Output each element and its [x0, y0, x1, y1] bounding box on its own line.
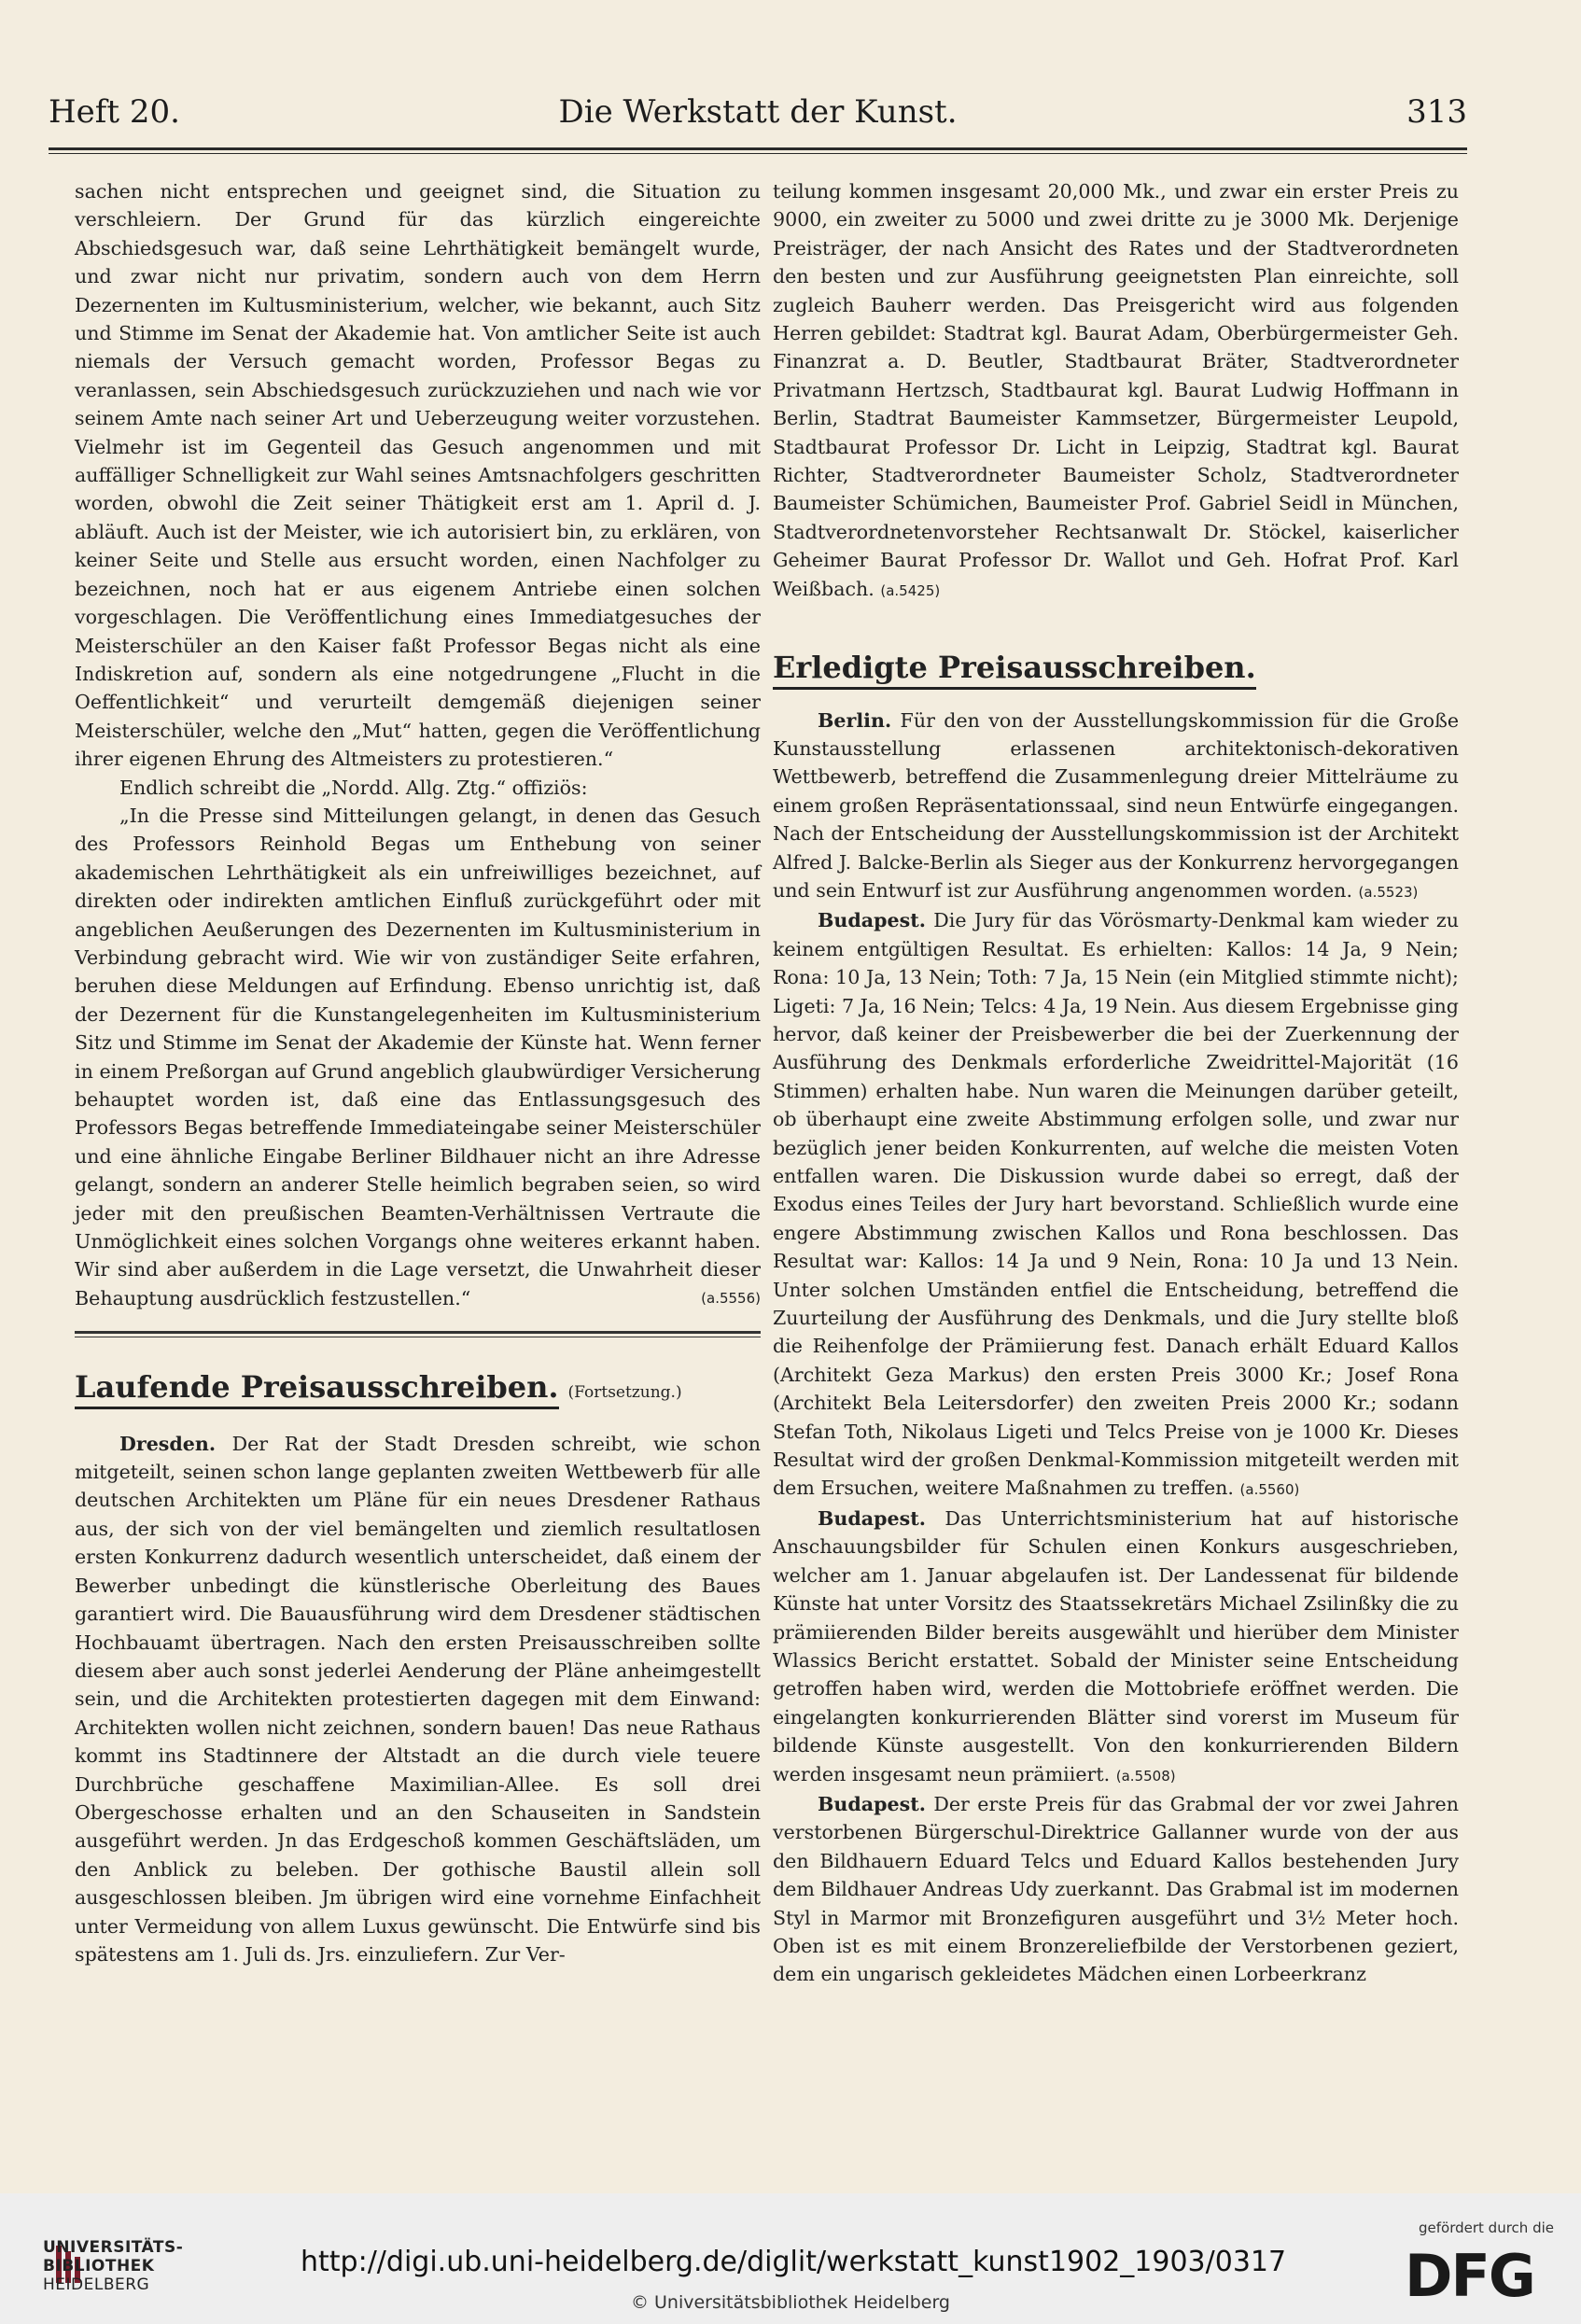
copyright-notice: © Universitätsbibliothek Heidelberg	[630, 2292, 950, 2313]
header-rule	[49, 147, 1467, 150]
entry-place: Budapest.	[818, 1506, 926, 1530]
entry-text: Der Rat der Stadt Dresden schreibt, wie schon mitgeteilt, seinen schon lange geplanten zweiten Wettbewerb für alle deutschen Architekten um Pläne für ein neues Dresdener Rathaus aus, der sich von der viel bemängelten und ziemlich resultatlosen ersten Konkurrenz dadurch wesentlich unterscheidet, daß einem der Bewerber unbedingt die künstlerische Oberleitung des Baues garantiert wird. Die Bauausführung wird dem Dresdener städtischen Hochbauamt übertragen. Nach den ersten Preisausschreiben sollte diesem aber auch sonst jederlei Aenderung der Pläne anheimgestellt sein, und die Architekten protestierten dagegen mit dem Einwand: Architekten wollen nicht zeichnen, sondern bauen! Das neue Rathaus kommt ins Stadtinnere der Altstadt an die durch viele teuere Durchbrüche geschaffene Maximilian-Allee. Es soll drei Obergeschosse erhalten und an den Schauseiten in Sandstein ausgeführt werden. Jn das Erdgeschoß kommen Geschäftsläden, um den Anblick zu beleben. Der gothische Baustil allein soll ausgeschlossen bleiben. Jm übrigen wird eine vornehme Einfachheit unter Vermeidung von allem Luxus gewünscht. Die Entwürfe sind bis spätestens am 1. Juli ds. Jrs. einzuliefern. Zur Ver-	[75, 1432, 761, 1966]
section-heading-erledigte	[773, 650, 1459, 686]
page-number: 313	[1406, 93, 1467, 131]
library-name	[43, 2238, 183, 2294]
library-name-line: UNIVERSITÄTS-	[43, 2238, 184, 2257]
permalink-url[interactable]: http://digi.ub.uni-heidelberg.de/diglit/werkstatt_kunst1902_1903/0317	[301, 2246, 1287, 2278]
entry-place: Dresden.	[119, 1432, 217, 1455]
reference-code: (a.5556)	[701, 1289, 761, 1307]
viewer-footer	[0, 2193, 1581, 2324]
header-rule-thin	[49, 153, 1467, 154]
funding-label: gefördert durch die	[1419, 2219, 1554, 2236]
entry-place: Budapest.	[818, 1792, 926, 1815]
entry-text: Für den von der Ausstellungskommission für die Große Kunstausstellung erlassenen architektonisch-dekorativen Wettbewerb, betreffend die Zusammenlegung dreier Mittelräume zu einem großen Repräsentationssaal, sind neun Entwürfe eingegangen. Nach der Entscheidung der Ausstellungskommission ist der Architekt Alfred J. Balcke-Berlin als Sieger aus der Konkurrenz hervorgegangen und sein Entwurf ist zur Ausführung angenommen worden.	[773, 708, 1460, 902]
continuation-text: teilung kommen insgesamt 20,000 Mk., und zwar ein erster Preis zu 9000, ein zweiter zu 5000 und zwei dritte zu je 3000 Mk. Derjenige Preisträger, der nach Ansicht des Rates und der Stadtverordneten den besten und zur Ausführung geeignetsten Plan einreichte, soll zugleich Bauherr werden. Das Preisgericht wird aus folgenden Herren gebildet: Stadtrat kgl. Baurat Adam, Oberbürgermeister Geh. Finanzrat a. D. Beutler, Stadtbaurat Bräter, Stadtverordneter Privatmann Hertzsch, Stadtbaurat kgl. Baurat Ludwig Hoffmann in Berlin, Stadtrat Baumeister Kammsetzer, Bürgermeister Leupold, Stadtbaurat Professor Dr. Licht in Leipzig, Stadtrat kgl. Baurat Richter, Stadtverordneter Baumeister Scholz, Stadtverordneter Baumeister Schümichen, Baumeister Prof. Gabriel Seidl in München, Stadtverordnetenvorsteher Rechtsanwalt Dr. Stöckel, kaiserlicher Geheimer Baurat Professor Dr. Wallot und Geh. Hofrat Prof. Karl Weißbach.	[773, 180, 1459, 600]
paragraph-begas-continued: sachen nicht entsprechen und geeignet sind, die Situation zu verschleiern. Der Grund für das kürzlich eingereichte Abschiedsgesuch war, daß seine Lehrthätigkeit bemängelt wurde, und zwar nicht nur privatim, sondern auch von dem Herrn Dezernenten im Kultusministerium, welcher, wie bekannt, auch Sitz und Stimme im Senat der Akademie hat. Von amtlicher Seite ist auch niemals der Versuch gemacht worden, Professor Begas zu veranlassen, sein Abschiedsgesuch zurückzuziehen und nach wie vor seinem Amte nach seiner Art und Ueberzeugung weiter vorzustehen. Vielmehr ist im Gegenteil das Gesuch angenommen und mit auffälliger Schnelligkeit zur Wahl seines Amtsnachfolgers geschritten worden, obwohl die Zeit seiner Thätigkeit erst am 1. April d. J. abläuft. Auch ist der Meister, wie ich autorisiert bin, zu erklären, von keiner Seite und Stelle aus ersucht worden, einen Nachfolger zu bezeichnen, noch hat er aus eigenem Antriebe einen solchen vorgeschlagen. Die Veröffentlichung eines Immediatgesuches der Meisterschüler an den Kaiser faßt Professor Begas nicht als eine Indiskretion auf, sondern als eine notgedrungene „Flucht in die Oeffentlichkeit“ und verurteilt demgemäß diejenigen seiner Meisterschüler, welche den „Mut“ hatten, gegen die Veröffentlichung ihrer eigenen Ehrung des Altmeisters zu protestieren.“	[75, 180, 761, 771]
right-column	[773, 177, 1459, 1989]
reference-code: (a.5560)	[1239, 1481, 1300, 1499]
journal-title: Die Werkstatt der Kunst.	[558, 93, 958, 131]
paragraph-dresden-continued	[773, 177, 1459, 605]
running-head	[49, 93, 1467, 142]
entry-text: Die Jury für das Vörösmarty-Denkmal kam wieder zu keinem entgültigen Resultat. Es erhielten: Kallos: 14 Ja, 9 Nein; Rona: 10 Ja, 13 Nein; Toth: 7 Ja, 15 Nein (ein Mitglied stimmte nicht); Ligeti: 7 Ja, 16 Nein; Telcs: 4 Ja, 19 Nein. Aus diesem Ergebnisse ging hervor, daß keiner der Preisbewerber die bei der Zuerkennung der Ausführung des Denkmals erforderliche Zweidrittel-Majorität (16 Stimmen) erhalten habe. Nun waren die Meinungen darüber geteilt, ob überhaupt eine zweite Abstimmung erfolgen solle, und zwar nur bezüglich jener beiden Konkurrenten, auf welche die meisten Voten entfallen waren. Die Diskussion wurde dabei so erregt, daß der Exodus eines Teiles der Jury hart bevorstand. Schließlich wurde eine engere Abstimmung zwischen Kallos und Rona beschlossen. Das Resultat war: Kallos: 14 Ja und 9 Nein, Rona: 10 Ja und 13 Nein. Unter solchen Umständen entfiel die Entscheidung, betreffend die Zuurteilung der Ausführung des Denkmals, und die Jury stellte bloß die Reihenfolge der Prämiierung fest. Danach erhält Eduard Kallos (Architekt Geza Markus) den ersten Preis 3000 Kr.; Josef Rona (Architekt Bela Leitersdorfer) den zweiten Preis 2000 Kr.; sodann Stefan Toth, Nikolaus Ligeti und Telcs Preise von je 1000 Kr. Dieses Resultat wird der großen Denkmal-Kommission mitgeteilt werden mit dem Ersuchen, weitere Maßnahmen zu treffen.	[773, 909, 1459, 1500]
entry-dresden	[75, 1430, 761, 1969]
entry-berlin	[773, 707, 1459, 907]
section-heading-note: (Fortsetzung.)	[567, 1383, 682, 1403]
entry-budapest-anschauungsbilder	[773, 1505, 1459, 1790]
section-heading-text: Erledigte Preisausschreiben.	[773, 650, 1256, 690]
entry-text: Der erste Preis für das Grabmal der vor zwei Jahren verstorbenen Bürgerschul-Direktrice Gallanner wurde von der aus den Bildhauern Eduard Telcs und Eduard Kallos bestehenden Jury dem Bildhauer Andreas Udy zuerkannt. Das Grabmal ist im modernen Styl in Marmor mit Bronzefiguren ausgeführt und 3½ Meter hoch. Oben ist es mit einem Bronzereliefbilde der Verstorbenen geziert, dem ein ungarisch gekleidetes Mädchen einen Lorbeerkranz	[773, 1792, 1460, 1986]
dfg-logo: DFG	[1405, 2242, 1534, 2310]
quote-text: „In die Presse sind Mitteilungen gelangt, in denen das Gesuch des Professors Reinhold Begas um Enthebung von seiner akademischen Lehrthätigkeit als ein unfreiwilliges bezeichnet, auf direkten oder indirekten amtlichen Einfluß zurückgeführt oder mit angeblichen Aeußerungen des Dezernenten im Kultusministerium in Verbindung gebracht wird. Wie wir von zuständiger Seite erfahren, beruhen diese Meldungen auf Erfindung. Ebenso unrichtig ist, daß der Dezernent für die Kunstangelegenheiten im Kultusministerium Sitz und Stimme im Senat der Akademie der Künste hat. Wenn ferner in einem Preßorgan auf Grund angeblich glaubwürdiger Versicherung behauptet worden ist, daß eine das Entlassungsgesuch des Professors Begas betreffende Immediateingabe seiner Meisterschüler und eine ähnliche Eingabe Berliner Bildhauer nicht an ihre Adresse gelangt, sondern an anderer Stelle heimlich begraben seien, so wird jeder mit den preußischen Beamten-Verhältnissen Vertraute die Unmöglichkeit eines solchen Vorgangs ohne weiteres erkannt haben. Wir sind aber außerdem in die Lage versetzt, die Unwahrheit dieser Behauptung ausdrücklich festzustellen.“	[75, 804, 761, 1309]
reference-code: (a.5508)	[1115, 1767, 1176, 1785]
entry-place: Berlin.	[818, 708, 892, 732]
reference-code: (a.5425)	[880, 581, 941, 599]
section-divider	[75, 1331, 761, 1337]
entry-place: Budapest.	[818, 909, 926, 932]
library-name-line: BIBLIOTHEK	[43, 2257, 155, 2275]
entry-budapest-grabmal	[773, 1790, 1459, 1989]
section-heading-laufende	[75, 1369, 761, 1407]
issue-number: Heft 20.	[49, 93, 180, 131]
paragraph-nordd-intro: Endlich schreibt die „Nordd. Allg. Ztg.“ offiziös:	[119, 776, 588, 799]
entry-budapest-voeroesmarty	[773, 906, 1459, 1505]
paragraph-nordd-quote	[75, 802, 761, 1312]
entry-text: Das Unterrichtsministerium hat auf historische Anschauungsbilder für Schulen einen Konkurs ausgeschrieben, welcher am 1. Januar abgelaufen ist. Der Landessenat für bildende Künste hat unter Vorsitz des Staatssekretärs Michael Zsilinßky die zu prämiierenden Bilder bereits ausgewählt und hierüber dem Minister Wlassics Bericht erstattet. Sobald der Minister seine Entscheidung getroffen haben wird, werden die Mottobriefe eröffnet werden. Die eingelangten konkurrierenden Blätter sind vorerst im Museum für bildende Künste ausgestellt. Von den konkurrierenden Bildern werden insgesamt neun prämiiert.	[773, 1506, 1459, 1785]
library-name-line: HEIDELBERG	[43, 2275, 150, 2294]
section-heading-text: Laufende Preisausschreiben.	[75, 1369, 559, 1409]
left-column	[75, 177, 761, 1968]
reference-code: (a.5523)	[1358, 883, 1419, 901]
